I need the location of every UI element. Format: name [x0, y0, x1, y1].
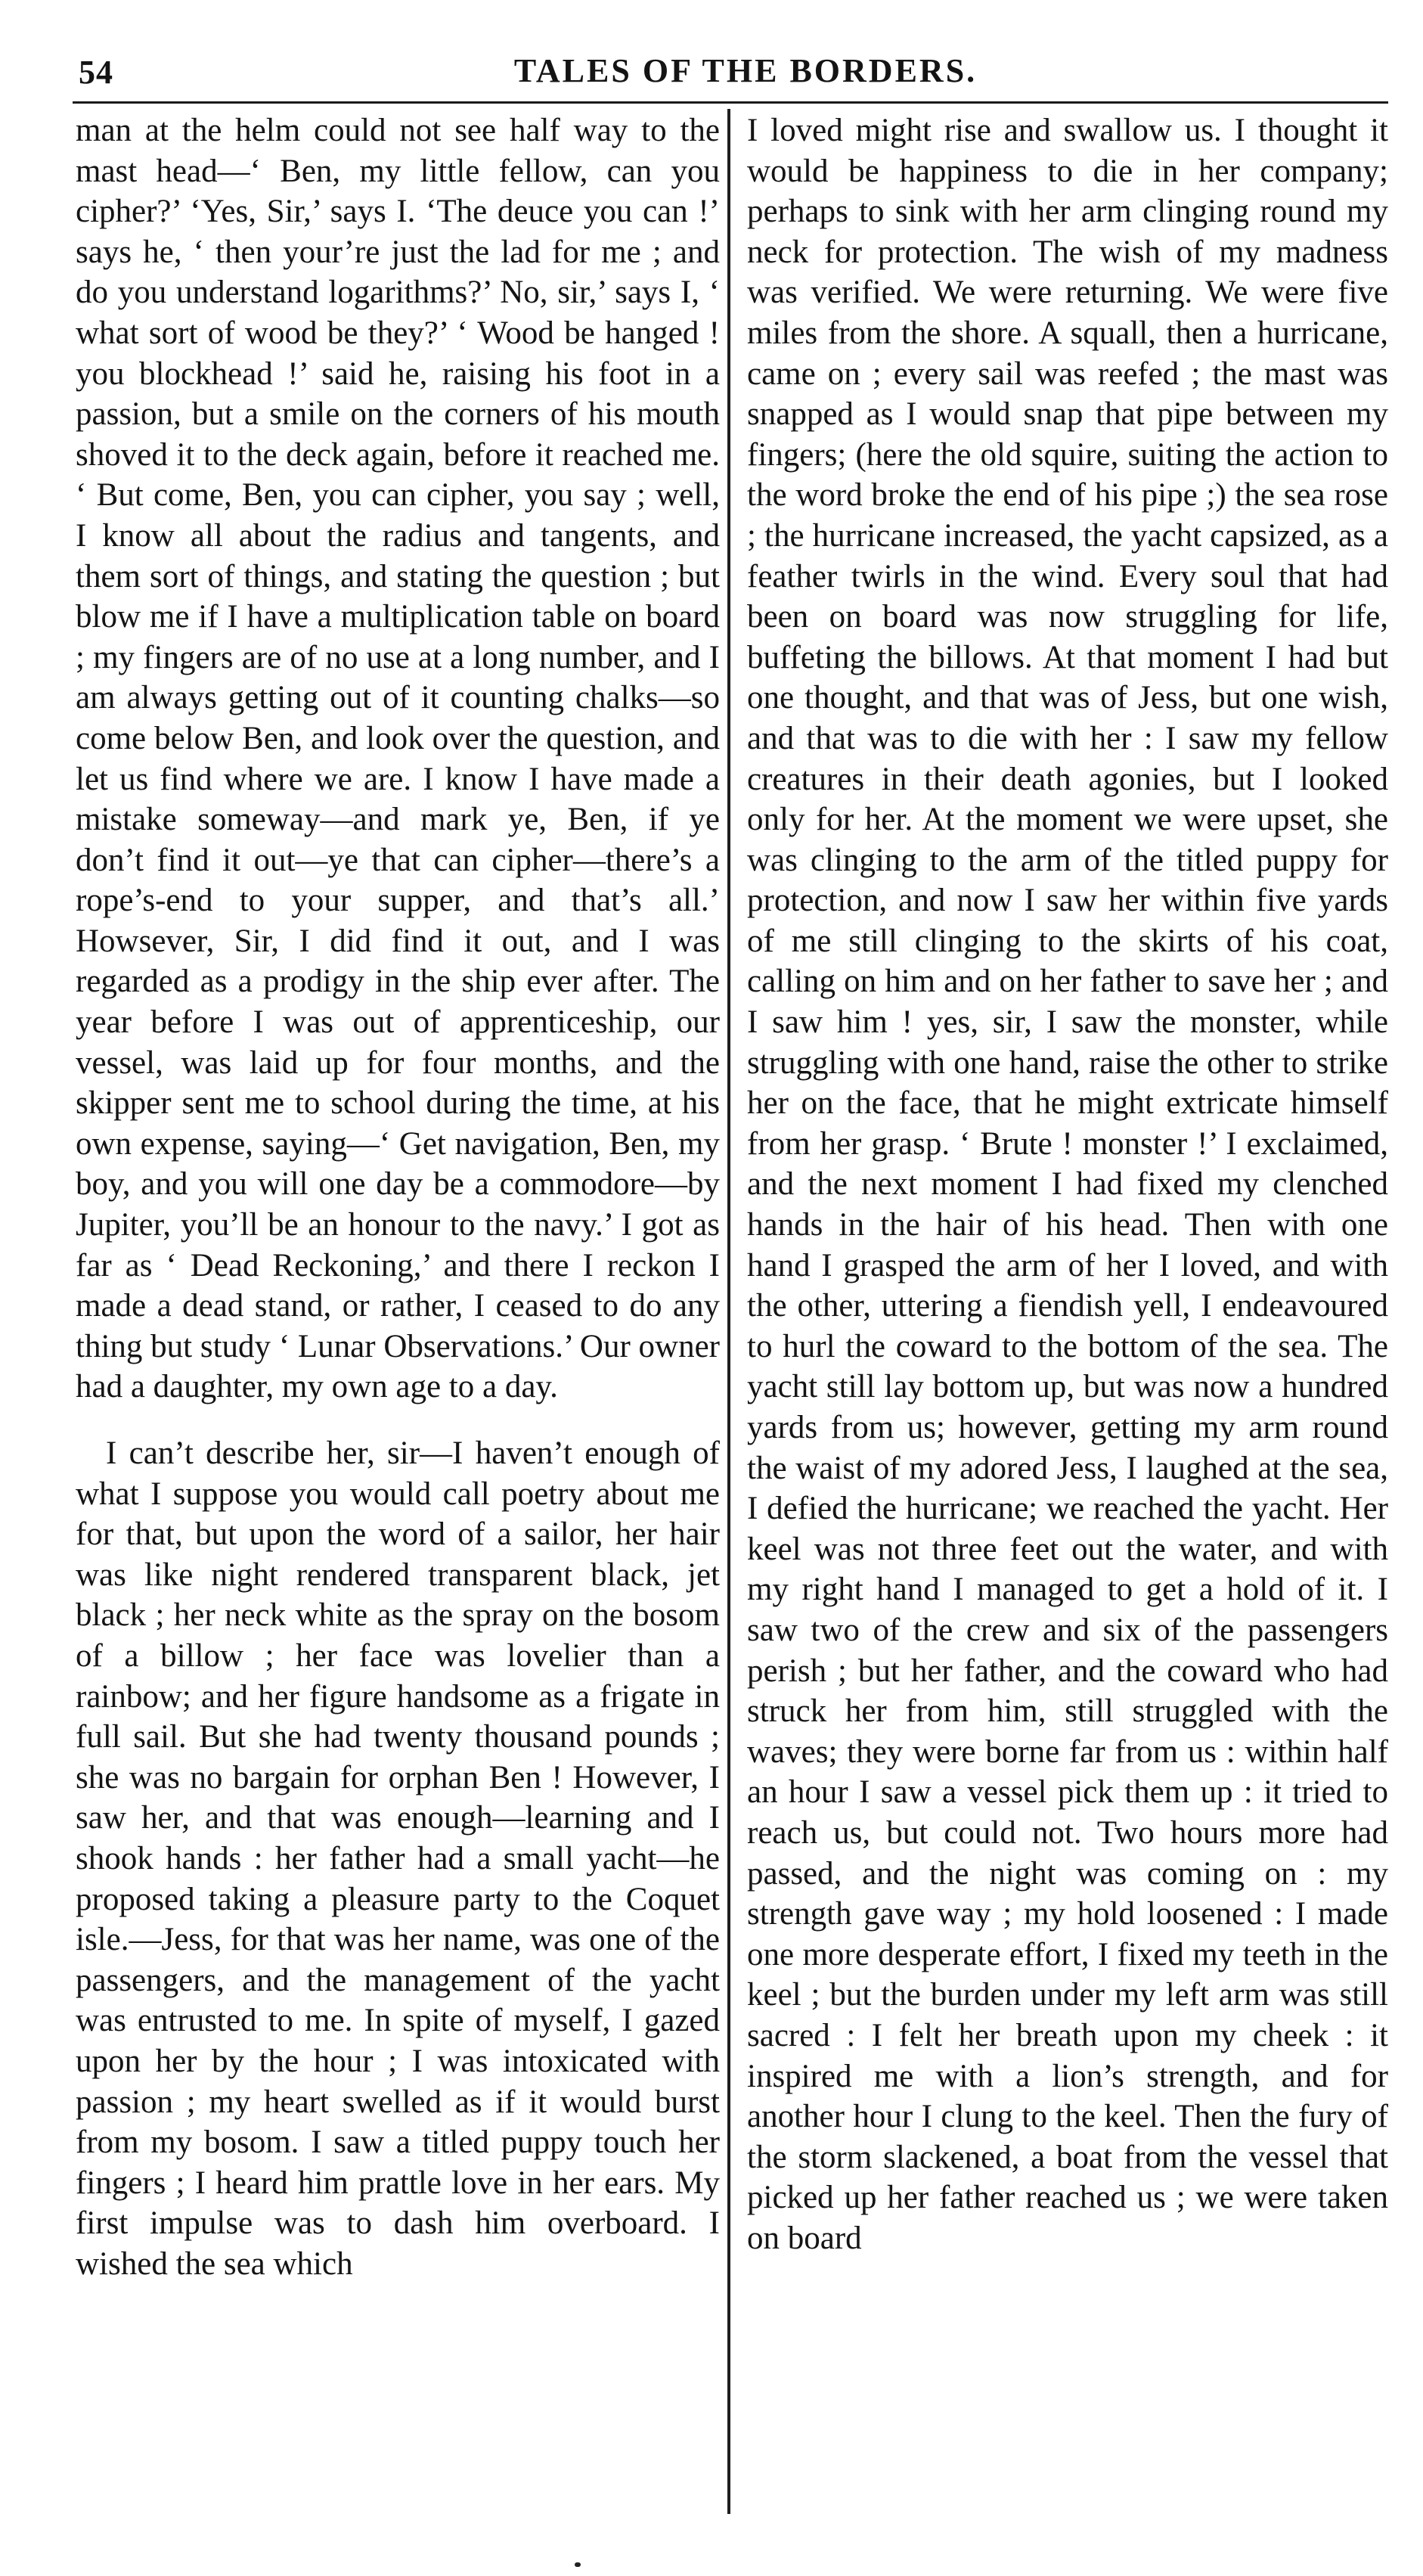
left-paragraph-2: I can’t describe her, sir—I haven’t enough of what I suppose you would call poetry about me for that, but upon the word of a sailor, her hair was like night rendered transparent black, jet black ; her neck white as the spray on the bosom of a billow ; her face was lovelier than a rainbow; and her figure handsome as a frigate in full sail. But she had twenty thousand pounds ; she was no bargain for orphan Ben ! However, I saw her, and that was enough—learning and I shook hands : her father had a small yacht—he proposed taking a pleasure party to the Coquet isle.—Jess, for that was her name, was one of the passengers, and the management of the yacht was entrusted to me. In spite of myself, I gazed upon her by the hour ; I was intoxicated with passion ; my heart swelled as if it would burst from my bosom. I saw a titled puppy touch her fingers ; I heard him prattle love in her ears. My first impulse was to dash him overboard. I wished the sea which [76, 1435, 720, 2282]
print-speck [575, 2562, 581, 2567]
right-column [747, 110, 1388, 2258]
paragraph-gap [76, 1407, 720, 1433]
running-head-title: TALES OF THE BORDERS. [513, 52, 978, 89]
right-paragraph-1: I loved might rise and swallow us. I thought it would be happiness to die in her company; perhaps to sink with her arm clinging round my neck for protection. The wish of my madness was verified. We were returning. We were five miles from the shore. A squall, then a hurricane, came on ; every sail was reefed ; the mast was snapped as I would snap that pipe between my fingers; (here the old squire, suiting the action to the word broke the end of his pipe ;) the sea rose ; the hurricane increased, the yacht capsized, as a feather twirls in the wind. Every soul that had been on board was now struggling for life, buffeting the billows. At that moment I had but one thought, and that was of Jess, but one wish, and that was to die with her : I saw my fellow creatures in their death agonies, but I looked only for her. At the moment we were upset, she was clinging to the arm of the titled puppy for protection, and now I saw her within five yards of me still clinging to the skirts of his coat, calling on him and on her father to save her ; and I saw him ! yes, sir, I saw the monster, while struggling with one hand, raise the other to strike her on the face, that he might extricate himself from her grasp. ‘ Brute ! monster !’ I exclaimed, and the next moment I had fixed my clenched hands in the hair of his head. Then with one hand I grasped the arm of her I loved, and with the other, uttering a fiendish yell, I endeavoured to hurl the coward to the bottom of the sea. The yacht still lay bottom up, but was now a hundred yards from us; however, getting my arm round the waist of my adored Jess, I laughed at the sea, I defied the hurricane; we reached the yacht. Her keel was not three feet out the water, and with my right hand I managed to get a hold of it. I saw two of the crew and six of the passengers perish ; but her father, and the coward who had struck her from him, still struggled with the waves; they were borne far from us : within half an hour I saw a vessel pick them up : it tried to reach us, but could not. Two hours more had passed, and the night was coming on : my strength gave way ; my hold loosened : I made one more desperate effort, I fixed my teeth in the keel ; but the burden under my left arm was still sacred : I felt her breath upon my cheek : it inspired me with a lion’s strength, and for another hour I clung to the keel. Then the fury of the storm slackened, a boat from the vessel that picked up her father reached us ; we were taken on board [747, 113, 1388, 2256]
left-column [76, 110, 720, 2284]
page-number: 54 [79, 54, 113, 91]
header-rule [73, 101, 1388, 104]
column-rule [727, 109, 730, 2514]
left-paragraph-1: man at the helm could not see half way to the mast head—‘ Ben, my little fellow, can you cipher?’ ‘Yes, Sir,’ says I. ‘The deuce you can !’ says he, ‘ then your’re just the lad for me ; and do you understand logarithms?’ No, sir,’ says I, ‘ what sort of wood be they?’ ‘ Wood be hanged ! you blockhead !’ said he, raising his foot in a passion, but a smile on the corners of his mouth shoved it to the deck again, before it reached me. ‘ But come, Ben, you can cipher, you say ; well, I know all about the radius and tangents, and them sort of things, and stating the question ; but blow me if I have a multiplication table on board ; my fingers are of no use at a long number, and I am always getting out of it counting chalks—so come below Ben, and look over the question, and let us find where we are. I know I have made a mistake someway—and mark ye, Ben, if ye don’t find it out—ye that can cipher—there’s a rope’s-end to your supper, and that’s all.’ Howsever, Sir, I did find it out, and I was regarded as a prodigy in the ship ever after. The year before I was out of apprenticeship, our vessel, was laid up for four months, and the skipper sent me to school during the time, at his own expense, saying—‘ Get navigation, Ben, my boy, and you will one day be a commodore—by Jupiter, you’ll be an honour to the navy.’ I got as far as ‘ Dead Reckoning,’ and there I reckon I made a dead stand, or rather, I ceased to do any thing but study ‘ Lunar Observations.’ Our owner had a daughter, my own age to a day. [76, 113, 720, 1405]
